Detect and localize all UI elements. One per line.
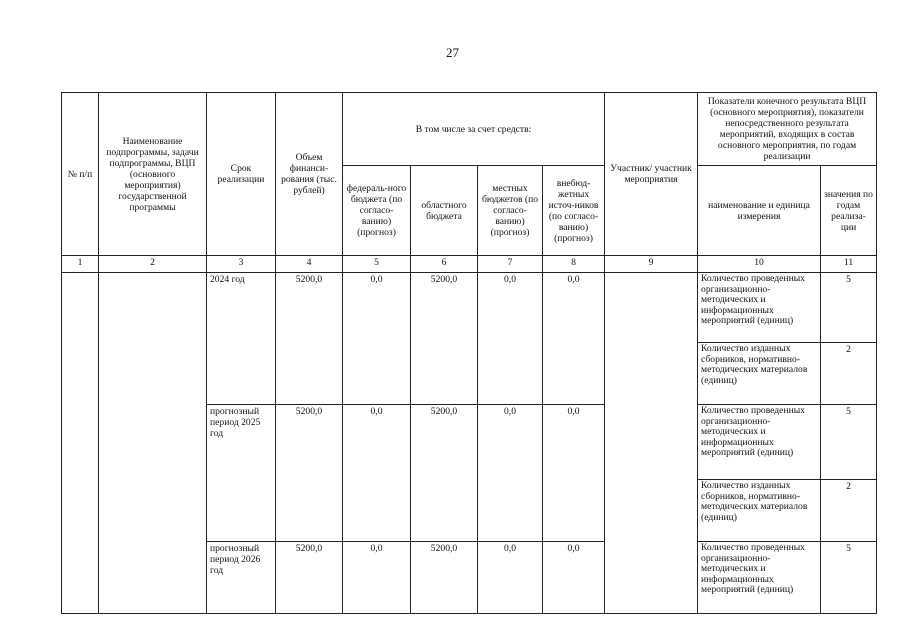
column-number-10: 10 <box>698 256 821 273</box>
indicator-name-cell: Количество изданных сборников, нормативно-методических материалов (единиц) <box>698 480 821 542</box>
column-number-8: 8 <box>543 256 605 273</box>
header-federal: федераль-ного бюджета (по согласо-ванию) (прогноз) <box>343 166 411 256</box>
local-cell: 0,0 <box>478 542 543 614</box>
extra-cell: 0,0 <box>543 273 605 405</box>
period-cell: прогнозный период 2026 год <box>207 542 276 614</box>
indicator-value-cell: 5 <box>821 405 877 480</box>
regional-cell: 5200,0 <box>411 542 478 614</box>
indicator-name-cell: Количество проведенных организационно-методических и информационных мероприятий (единиц) <box>698 542 821 614</box>
header-local: местных бюджетов (по согласо-ванию) (прогноз) <box>478 166 543 256</box>
header-program-name: Наименование подпрограммы, задачи подпрограммы, ВЦП (основного мероприятия) государственной программы <box>99 93 207 256</box>
volume-cell: 5200,0 <box>276 542 343 614</box>
column-number-6: 6 <box>411 256 478 273</box>
volume-cell: 5200,0 <box>276 405 343 542</box>
header-indicator-name: наименование и единица измерения <box>698 166 821 256</box>
column-number-11: 11 <box>821 256 877 273</box>
indicator-value-cell: 2 <box>821 480 877 542</box>
period-cell: прогнозный период 2025 год <box>207 405 276 542</box>
extra-cell: 0,0 <box>543 542 605 614</box>
page-number: 27 <box>446 45 459 60</box>
column-number-5: 5 <box>343 256 411 273</box>
header-regional: областного бюджета <box>411 166 478 256</box>
local-cell: 0,0 <box>478 273 543 405</box>
regional-cell: 5200,0 <box>411 405 478 542</box>
column-number-7: 7 <box>478 256 543 273</box>
federal-cell: 0,0 <box>343 273 411 405</box>
indicator-value-cell: 5 <box>821 542 877 614</box>
local-cell: 0,0 <box>478 405 543 542</box>
row-program-name-cell <box>99 273 207 614</box>
column-number-9: 9 <box>605 256 698 273</box>
header-extra: внебюд-жетных источ-ников (по согласо-ванию) (прогноз) <box>543 166 605 256</box>
indicator-value-cell: 2 <box>821 343 877 405</box>
header-number: № п/п <box>62 93 99 256</box>
indicator-name-cell: Количество изданных сборников, нормативно-методических материалов (единиц) <box>698 343 821 405</box>
row-number-cell <box>62 273 99 614</box>
column-number-4: 4 <box>276 256 343 273</box>
header-period: Срок реализации <box>207 93 276 256</box>
volume-cell: 5200,0 <box>276 273 343 405</box>
indicator-name-cell: Количество проведенных организационно-методических и информационных мероприятий (единиц) <box>698 273 821 343</box>
column-number-2: 2 <box>99 256 207 273</box>
header-participant: Участник/ участник мероприятия <box>605 93 698 256</box>
header-sources-group: В том числе за счет средств: <box>343 93 605 166</box>
header-indicators-group: Показатели конечного результата ВЦП (основного мероприятия), показатели непосредственного результата мероприятий, входящих в состав основного мероприятия, по годам реализации <box>698 93 877 166</box>
program-table <box>61 92 877 614</box>
header-indicator-value: значения по годам реализа-ции <box>821 166 877 256</box>
period-cell: 2024 год <box>207 273 276 405</box>
indicator-name-cell: Количество проведенных организационно-методических и информационных мероприятий (единиц) <box>698 405 821 480</box>
header-volume: Объем финанси-рования (тыс. рублей) <box>276 93 343 256</box>
federal-cell: 0,0 <box>343 405 411 542</box>
column-number-1: 1 <box>62 256 99 273</box>
column-number-3: 3 <box>207 256 276 273</box>
extra-cell: 0,0 <box>543 405 605 542</box>
indicator-value-cell: 5 <box>821 273 877 343</box>
federal-cell: 0,0 <box>343 542 411 614</box>
regional-cell: 5200,0 <box>411 273 478 405</box>
participant-cell <box>605 273 698 614</box>
